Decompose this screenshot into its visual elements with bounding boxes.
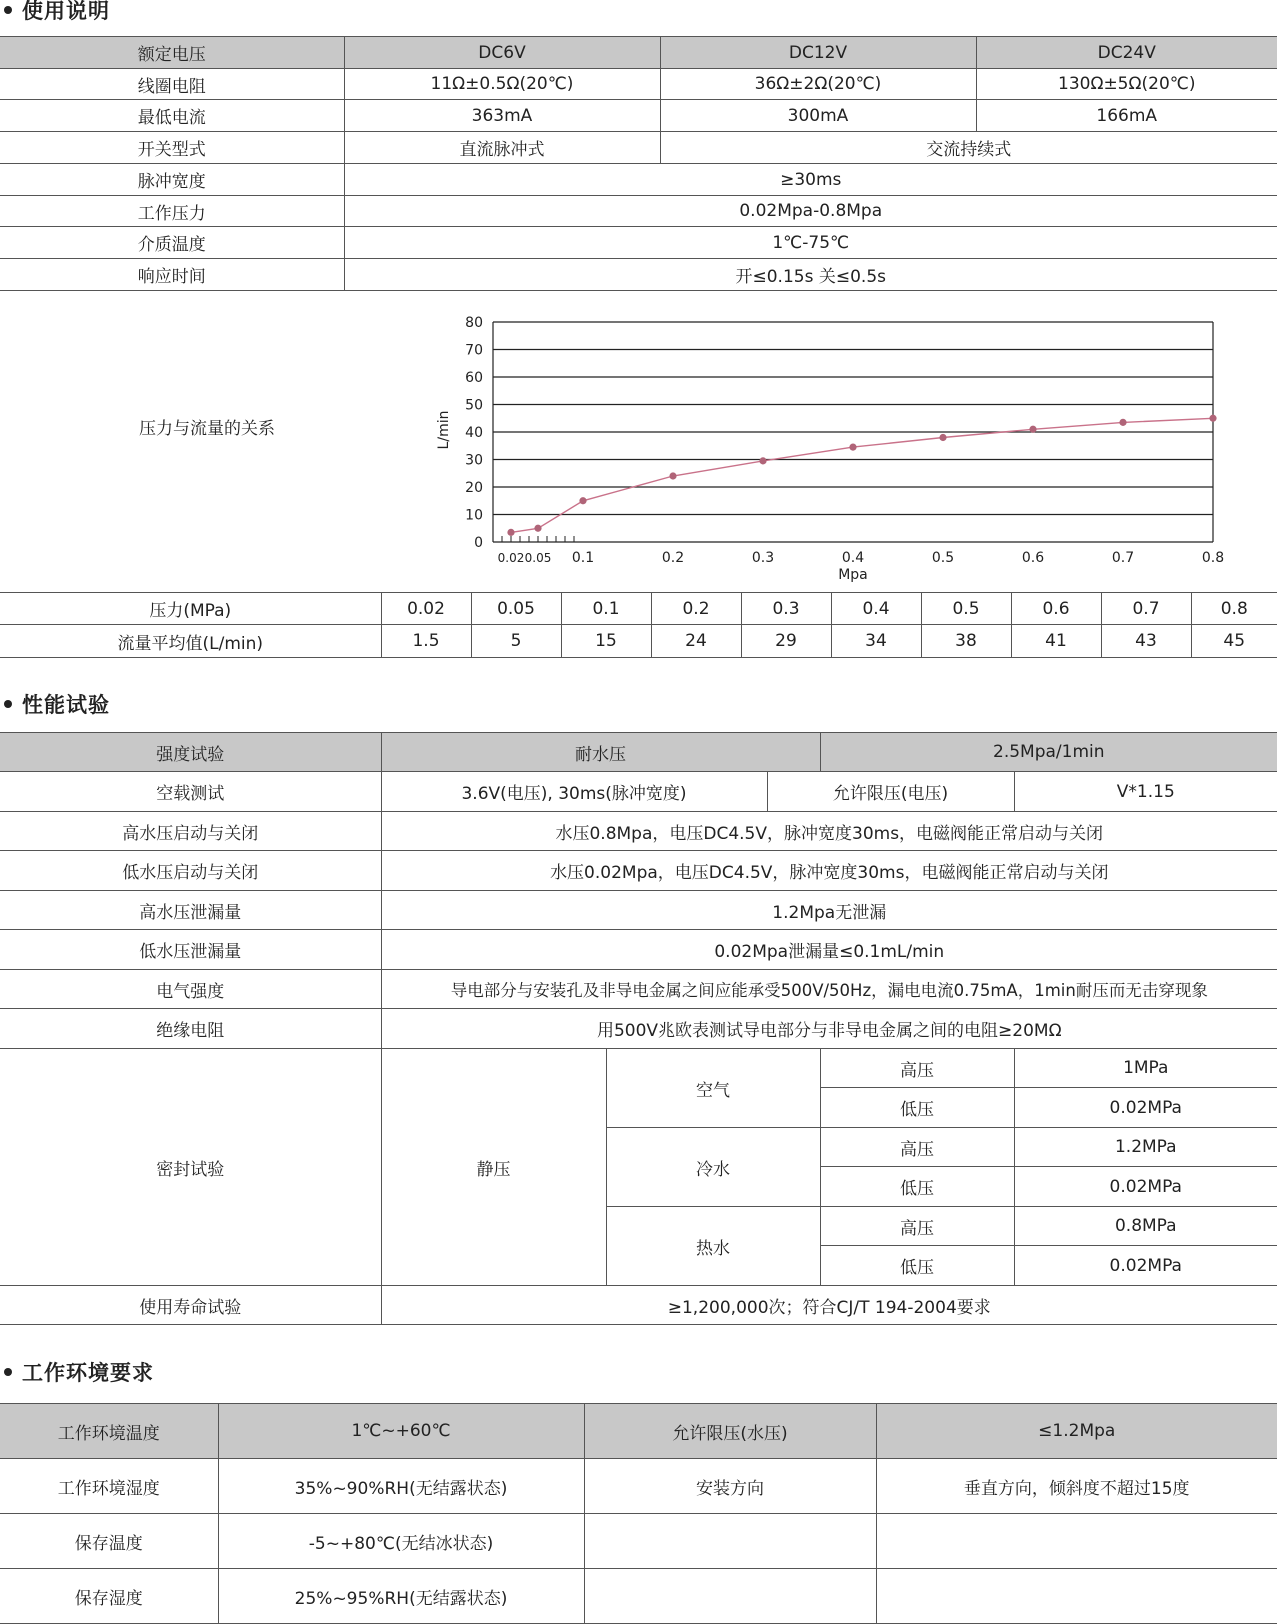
row-switch-type [0,132,1277,164]
data-point [759,457,766,464]
row-min-current [0,100,1277,132]
cell-empty [876,1569,1277,1624]
x-tick-label: 0.02 [497,551,525,565]
y-tick-label: 10 [465,507,483,524]
cell-value: 2.5Mpa/1min [820,733,1277,772]
data-point [1029,426,1036,433]
y-tick-label: 20 [465,480,483,496]
pressure-value-cell: 0.1 [561,593,651,625]
cell-label: 线圈电阻 [0,69,344,100]
cell-value: 1℃-75℃ [344,227,1277,259]
cell-pressure-level: 高压 [820,1128,1014,1167]
cell-label: 低水压泄漏量 [0,930,381,970]
section-title-environment [0,1360,154,1386]
y-tick-label: 50 [465,397,483,414]
pressure-value-cell: 0.2 [651,593,741,625]
cell-value: 11Ω±0.5Ω(20℃) [344,69,660,100]
series-line [511,418,1213,532]
data-point [849,444,856,451]
cell-value: 1.2Mpa无泄漏 [381,891,1277,930]
row-pressure [0,593,1277,625]
cell-value: 水压0.02Mpa，电压DC4.5V，脉冲宽度30ms，电磁阀能正常启动与关闭 [381,851,1277,891]
x-tick-label: 0.7 [1111,550,1135,566]
cell-value: 25%~95%RH(无结露状态) [218,1569,584,1624]
row-response-time [0,259,1277,291]
y-tick-label: 80 [465,315,483,331]
pressure-value-cell: 0.05 [471,593,561,625]
cell-label: 安装方向 [584,1459,876,1514]
cell-value: 166mA [976,100,1277,132]
bullet-icon [4,700,12,708]
x-tick-label: 0.8 [1201,550,1225,566]
flow-value-cell: 43 [1101,625,1191,658]
cell-value: 130Ω±5Ω(20℃) [976,69,1277,100]
y-tick-label: 40 [465,425,483,441]
pressure-flow-chart [0,292,1277,592]
cell-label: 高水压泄漏量 [0,891,381,930]
pressure-value-cell: 0.4 [831,593,921,625]
cell-empty [584,1569,876,1624]
data-point [1119,419,1126,426]
cell-value: 3.6V(电压), 30ms(脉冲宽度) [381,772,767,812]
cell-value: 35%~90%RH(无结露状态) [218,1459,584,1514]
cell-label: 压力(MPa) [0,593,381,625]
cell-value: -5~+80℃(无结冰状态) [218,1514,584,1569]
cell-pressure-level: 低压 [820,1246,1014,1286]
cell-label: 空载测试 [0,772,381,812]
x-tick-label: 0.6 [1021,550,1045,566]
data-point [1209,415,1216,422]
data-point [939,434,946,441]
cell-value: 300mA [660,100,976,132]
row-coil-resistance [0,69,1277,100]
pressure-flow-chart-area [0,292,1277,592]
y-tick-label: 60 [465,370,483,386]
x-axis-label: Mpa [838,567,868,583]
cell-empty [876,1514,1277,1569]
cell-label: 绝缘电阻 [0,1009,381,1049]
cell-value: 用500V兆欧表测试导电部分与非导电金属之间的电阻≥20MΩ [381,1009,1277,1049]
y-axis-label: L/min [436,410,452,450]
flow-value-cell: 24 [651,625,741,658]
pressure-flow-table [0,592,1277,658]
cell-value: 导电部分与安装孔及非导电金属之间应能承受500V/50Hz，漏电电流0.75mA，1min耐压而无击穿现象 [381,970,1277,1009]
cell-label: 介质温度 [0,227,344,259]
cell-label: 脉冲宽度 [0,164,344,196]
flow-value-cell: 45 [1191,625,1277,658]
row-no-load-test [0,772,1277,812]
row-low-pressure-leak [0,930,1277,970]
row-pulse-width [0,164,1277,196]
cell-value: ≤1.2Mpa [876,1404,1277,1459]
cell-medium: 空气 [606,1049,820,1128]
section-title-text: 工作环境要求 [22,1361,154,1385]
flow-value-cell: 38 [921,625,1011,658]
cell-value: V*1.15 [1014,772,1277,812]
cell-label: 强度试验 [0,733,381,772]
cell-value: 363mA [344,100,660,132]
x-tick-label: 0.5 [931,550,955,566]
flow-value-cell: 34 [831,625,921,658]
y-tick-label: 30 [465,452,483,469]
row-electric-strength [0,970,1277,1009]
chart-row-label: 压力与流量的关系 [139,419,275,439]
pressure-value-cell: 0.8 [1191,593,1277,625]
cell-value: 耐水压 [381,733,820,772]
cell-label: 保存湿度 [0,1569,218,1624]
cell-value: 0.02MPa [1014,1246,1277,1286]
row-flow [0,625,1277,658]
row-high-pressure-start [0,812,1277,851]
environment-table [0,1403,1277,1624]
cell-label: 工作压力 [0,196,344,227]
data-point [579,497,586,504]
flow-value-cell: 15 [561,625,651,658]
cell-label: 低水压启动与关闭 [0,851,381,891]
cell-value: DC6V [344,37,660,69]
cell-label: 响应时间 [0,259,344,291]
cell-value: DC12V [660,37,976,69]
y-tick-label: 0 [474,535,483,551]
data-point [534,525,541,532]
row-rated-voltage [0,37,1277,69]
row-storage-humidity [0,1569,1277,1624]
cell-value: ≥1,200,000次；符合CJ/T 194-2004要求 [381,1286,1277,1325]
section-title-performance [0,692,110,718]
cell-pressure-level: 高压 [820,1049,1014,1088]
x-tick-label: 0.05 [524,551,552,565]
y-tick-label: 70 [465,342,483,359]
cell-label: 密封试验 [0,1049,381,1286]
cell-value: 开≤0.15s 关≤0.5s [344,259,1277,291]
pressure-value-cell: 0.3 [741,593,831,625]
cell-value: DC24V [976,37,1277,69]
cell-label: 允许限压(水压) [584,1404,876,1459]
cell-value: 交流持续式 [660,132,1277,164]
row-strength-test [0,733,1277,772]
cell-value: 1.2MPa [1014,1128,1277,1167]
row-medium-temp [0,227,1277,259]
cell-label: 额定电压 [0,37,344,69]
pressure-value-cell: 0.7 [1101,593,1191,625]
x-tick-label: 0.4 [841,550,865,566]
cell-label: 工作环境温度 [0,1404,218,1459]
bullet-icon [4,6,12,14]
data-point [669,472,676,479]
cell-value: 0.02MPa [1014,1167,1277,1207]
cell-pressure-level: 低压 [820,1088,1014,1128]
cell-value: ≥30ms [344,164,1277,196]
data-point [507,529,514,536]
pressure-value-cell: 0.5 [921,593,1011,625]
x-tick-label: 0.2 [661,550,685,566]
cell-value: 1MPa [1014,1049,1277,1088]
cell-value: 1℃~+60℃ [218,1404,584,1459]
cell-seal-type: 静压 [381,1049,606,1286]
cell-label: 工作环境湿度 [0,1459,218,1514]
row-work-pressure [0,196,1277,227]
row-env-temp [0,1404,1277,1459]
pressure-value-cell: 0.6 [1011,593,1101,625]
cell-value: 水压0.8Mpa，电压DC4.5V，脉冲宽度30ms，电磁阀能正常启动与关闭 [381,812,1277,851]
section-title-text: 性能试验 [22,693,110,717]
cell-pressure-level: 低压 [820,1167,1014,1207]
bullet-icon [4,1368,12,1376]
flow-value-cell: 29 [741,625,831,658]
cell-label: 使用寿命试验 [0,1286,381,1325]
row-seal-air-high [0,1049,1277,1088]
cell-label: 电气强度 [0,970,381,1009]
flow-value-cell: 41 [1011,625,1101,658]
cell-value: 0.8MPa [1014,1207,1277,1246]
usage-spec-table [0,36,1277,291]
row-env-humidity [0,1459,1277,1514]
cell-value: 0.02MPa [1014,1088,1277,1128]
x-tick-label: 0.1 [571,550,595,566]
cell-medium: 冷水 [606,1128,820,1207]
flow-value-cell: 5 [471,625,561,658]
row-high-pressure-leak [0,891,1277,930]
row-low-pressure-start [0,851,1277,891]
row-insulation [0,1009,1277,1049]
cell-label: 开关型式 [0,132,344,164]
cell-medium: 热水 [606,1207,820,1286]
cell-pressure-level: 高压 [820,1207,1014,1246]
cell-label: 高水压启动与关闭 [0,812,381,851]
cell-value: 直流脉冲式 [344,132,660,164]
x-tick-label: 0.3 [751,550,775,566]
row-life-test [0,1286,1277,1325]
cell-value: 36Ω±2Ω(20℃) [660,69,976,100]
cell-value: 垂直方向，倾斜度不超过15度 [876,1459,1277,1514]
cell-value: 0.02Mpa-0.8Mpa [344,196,1277,227]
section-title-usage [0,0,110,24]
pressure-value-cell: 0.02 [381,593,471,625]
performance-table [0,732,1277,1325]
cell-label: 最低电流 [0,100,344,132]
row-storage-temp [0,1514,1277,1569]
cell-empty [584,1514,876,1569]
cell-label: 保存温度 [0,1514,218,1569]
cell-label: 流量平均值(L/min) [0,625,381,658]
cell-value: 允许限压(电压) [767,772,1014,812]
cell-value: 0.02Mpa泄漏量≤0.1mL/min [381,930,1277,970]
flow-value-cell: 1.5 [381,625,471,658]
section-title-text: 使用说明 [22,0,110,23]
